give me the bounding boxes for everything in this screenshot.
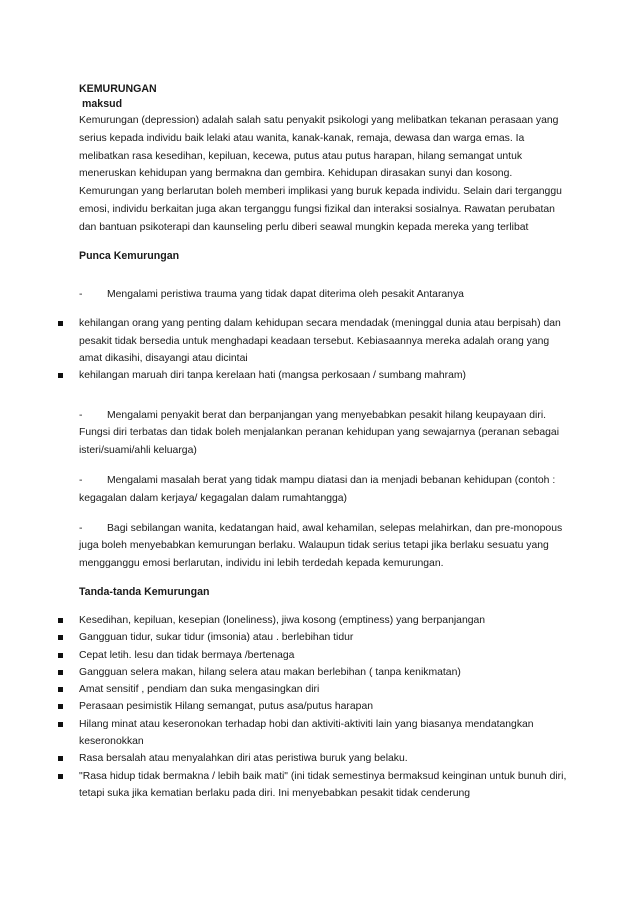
cause-text: Mengalami masalah berat yang tidak mampu diatasi dan ia menjadi bebanan kehidupan (contoh : kegagalan dalam kerjaya/ kegagalan dalam rumahtangga) bbox=[79, 474, 556, 504]
cause-text: Mengalami peristiwa trauma yang tidak dapat diterima oleh pesakit Antaranya bbox=[107, 288, 464, 300]
bullet-square-icon bbox=[58, 756, 63, 761]
cause-item-3 bbox=[79, 472, 569, 508]
list-item-text: Gangguan selera makan, hilang selera atau makan berlebihan ( tanpa kenikmatan) bbox=[79, 666, 461, 678]
list-item-text: Cepat letih. lesu dan tidak bermaya /bertenaga bbox=[79, 649, 295, 661]
list-item bbox=[79, 716, 569, 751]
list-item bbox=[79, 367, 569, 384]
bullet-square-icon bbox=[58, 321, 63, 326]
list-item-text: Kesedihan, kepiluan, kesepian (loneliness), jiwa kosong (emptiness) yang berpanjangan bbox=[79, 614, 486, 626]
list-item-text: Perasaan pesimistik Hilang semangat, putus asa/putus harapan bbox=[79, 701, 373, 713]
list-item bbox=[79, 681, 569, 698]
dash-marker: - bbox=[79, 409, 83, 421]
bullet-square-icon bbox=[58, 653, 63, 658]
signs-list bbox=[79, 612, 569, 802]
list-item bbox=[79, 664, 569, 681]
document-body bbox=[79, 82, 569, 802]
list-item bbox=[79, 698, 569, 715]
list-item bbox=[79, 315, 569, 367]
list-item-text: kehilangan orang yang penting dalam kehidupan secara mendadak (meninggal dunia atau berpisah) dan pesakit tidak bersedia untuk menghadapi keadaan tersebut. Kebiasaannya mereka adalah orang yang amat dikasihi, disayangi atau dicintai bbox=[79, 318, 561, 364]
document-title: KEMURUNGAN bbox=[79, 83, 157, 95]
bullet-square-icon bbox=[58, 722, 63, 727]
cause-text: Mengalami penyakit berat dan berpanjangan yang menyebabkan pesakit hilang keupayaan diri. Fungsi diri terbatas dan tidak boleh menjalankan peranan kehidupan yang sewajarnya (peranan sebagai isteri/suami/ahli keluarga) bbox=[79, 409, 560, 457]
intro-paragraph: Kemurungan (depression) adalah salah satu penyakit psikologi yang melibatkan tekanan perasaan yang serius kepada individu baik lelaki atau wanita, kanak-kanak, remaja, dewasa dan warga emas. Ia melibatkan rasa kesedihan, kepiluan, kecewa, putus atau putus harapan, hilang semangat untuk meneruskan kehidupan yang bermakna dan gembira. Kehidupan dirasakan sunyi dan kosong. Kemurungan yang berlarutan boleh memberi implikasi yang buruk kepada individu. Selain dari terganggu emosi, individu berkaitan juga akan terganggu fungsi fizikal dan interaksi sosialnya. Rawatan perubatan dan bantuan psikoterapi dan kaunseling perlu diberi seawal mungkin kepada mereka yang terlibat bbox=[79, 115, 562, 233]
causes-heading: Punca Kemurungan bbox=[79, 249, 180, 262]
list-item-text: Gangguan tidur, sukar tidur (imsonia) atau . berlebihan tidur bbox=[79, 632, 354, 644]
bullet-square-icon bbox=[58, 687, 63, 692]
list-item-text: Rasa bersalah atau menyalahkan diri atas peristiwa buruk yang belaku. bbox=[79, 753, 408, 765]
list-item-text: Hilang minat atau keseronokan terhadap hobi dan aktiviti-aktiviti lain yang biasanya mendatangkan keseronokkan bbox=[79, 718, 534, 748]
list-item-text: kehilangan maruah diri tanpa kerelaan hati (mangsa perkosaan / sumbang mahram) bbox=[79, 370, 466, 382]
list-item bbox=[79, 612, 569, 629]
cause-1-bullets bbox=[79, 315, 569, 384]
bullet-square-icon bbox=[58, 774, 63, 779]
bullet-square-icon bbox=[58, 618, 63, 623]
cause-item-2 bbox=[79, 407, 569, 460]
dash-marker: - bbox=[79, 288, 83, 300]
signs-heading: Tanda-tanda Kemurungan bbox=[79, 585, 210, 598]
bullet-square-icon bbox=[58, 373, 63, 378]
dash-marker: - bbox=[79, 474, 83, 486]
cause-item-1 bbox=[79, 286, 569, 304]
list-item bbox=[79, 629, 569, 646]
bullet-square-icon bbox=[58, 704, 63, 709]
cause-text: Bagi sebilangan wanita, kedatangan haid, awal kehamilan, selepas melahirkan, dan pre-monopous juga boleh menyebabkan kemurungan berlaku. Walaupun tidak serius tetapi jika berlaku sesuatu yang mengganggu emosi berlarutan, individu ini lebih terdedah kepada kemurungan. bbox=[79, 522, 563, 570]
list-item bbox=[79, 768, 569, 803]
list-item-text: "Rasa hidup tidak bermakna / lebih baik mati" (ini tidak semestinya bermaksud keinginan untuk bunuh diri, tetapi suka jika kematian berlaku pada diri. Ini menyebabkan pesakit tidak cenderung bbox=[79, 770, 567, 799]
list-item bbox=[79, 750, 569, 767]
bullet-square-icon bbox=[58, 670, 63, 675]
bullet-square-icon bbox=[58, 635, 63, 640]
section-subtitle: maksud bbox=[82, 98, 123, 110]
cause-item-4 bbox=[79, 520, 569, 573]
list-item-text: Amat sensitif , pendiam dan suka mengasingkan diri bbox=[79, 684, 320, 696]
dash-marker: - bbox=[79, 522, 83, 534]
list-item bbox=[79, 647, 569, 664]
